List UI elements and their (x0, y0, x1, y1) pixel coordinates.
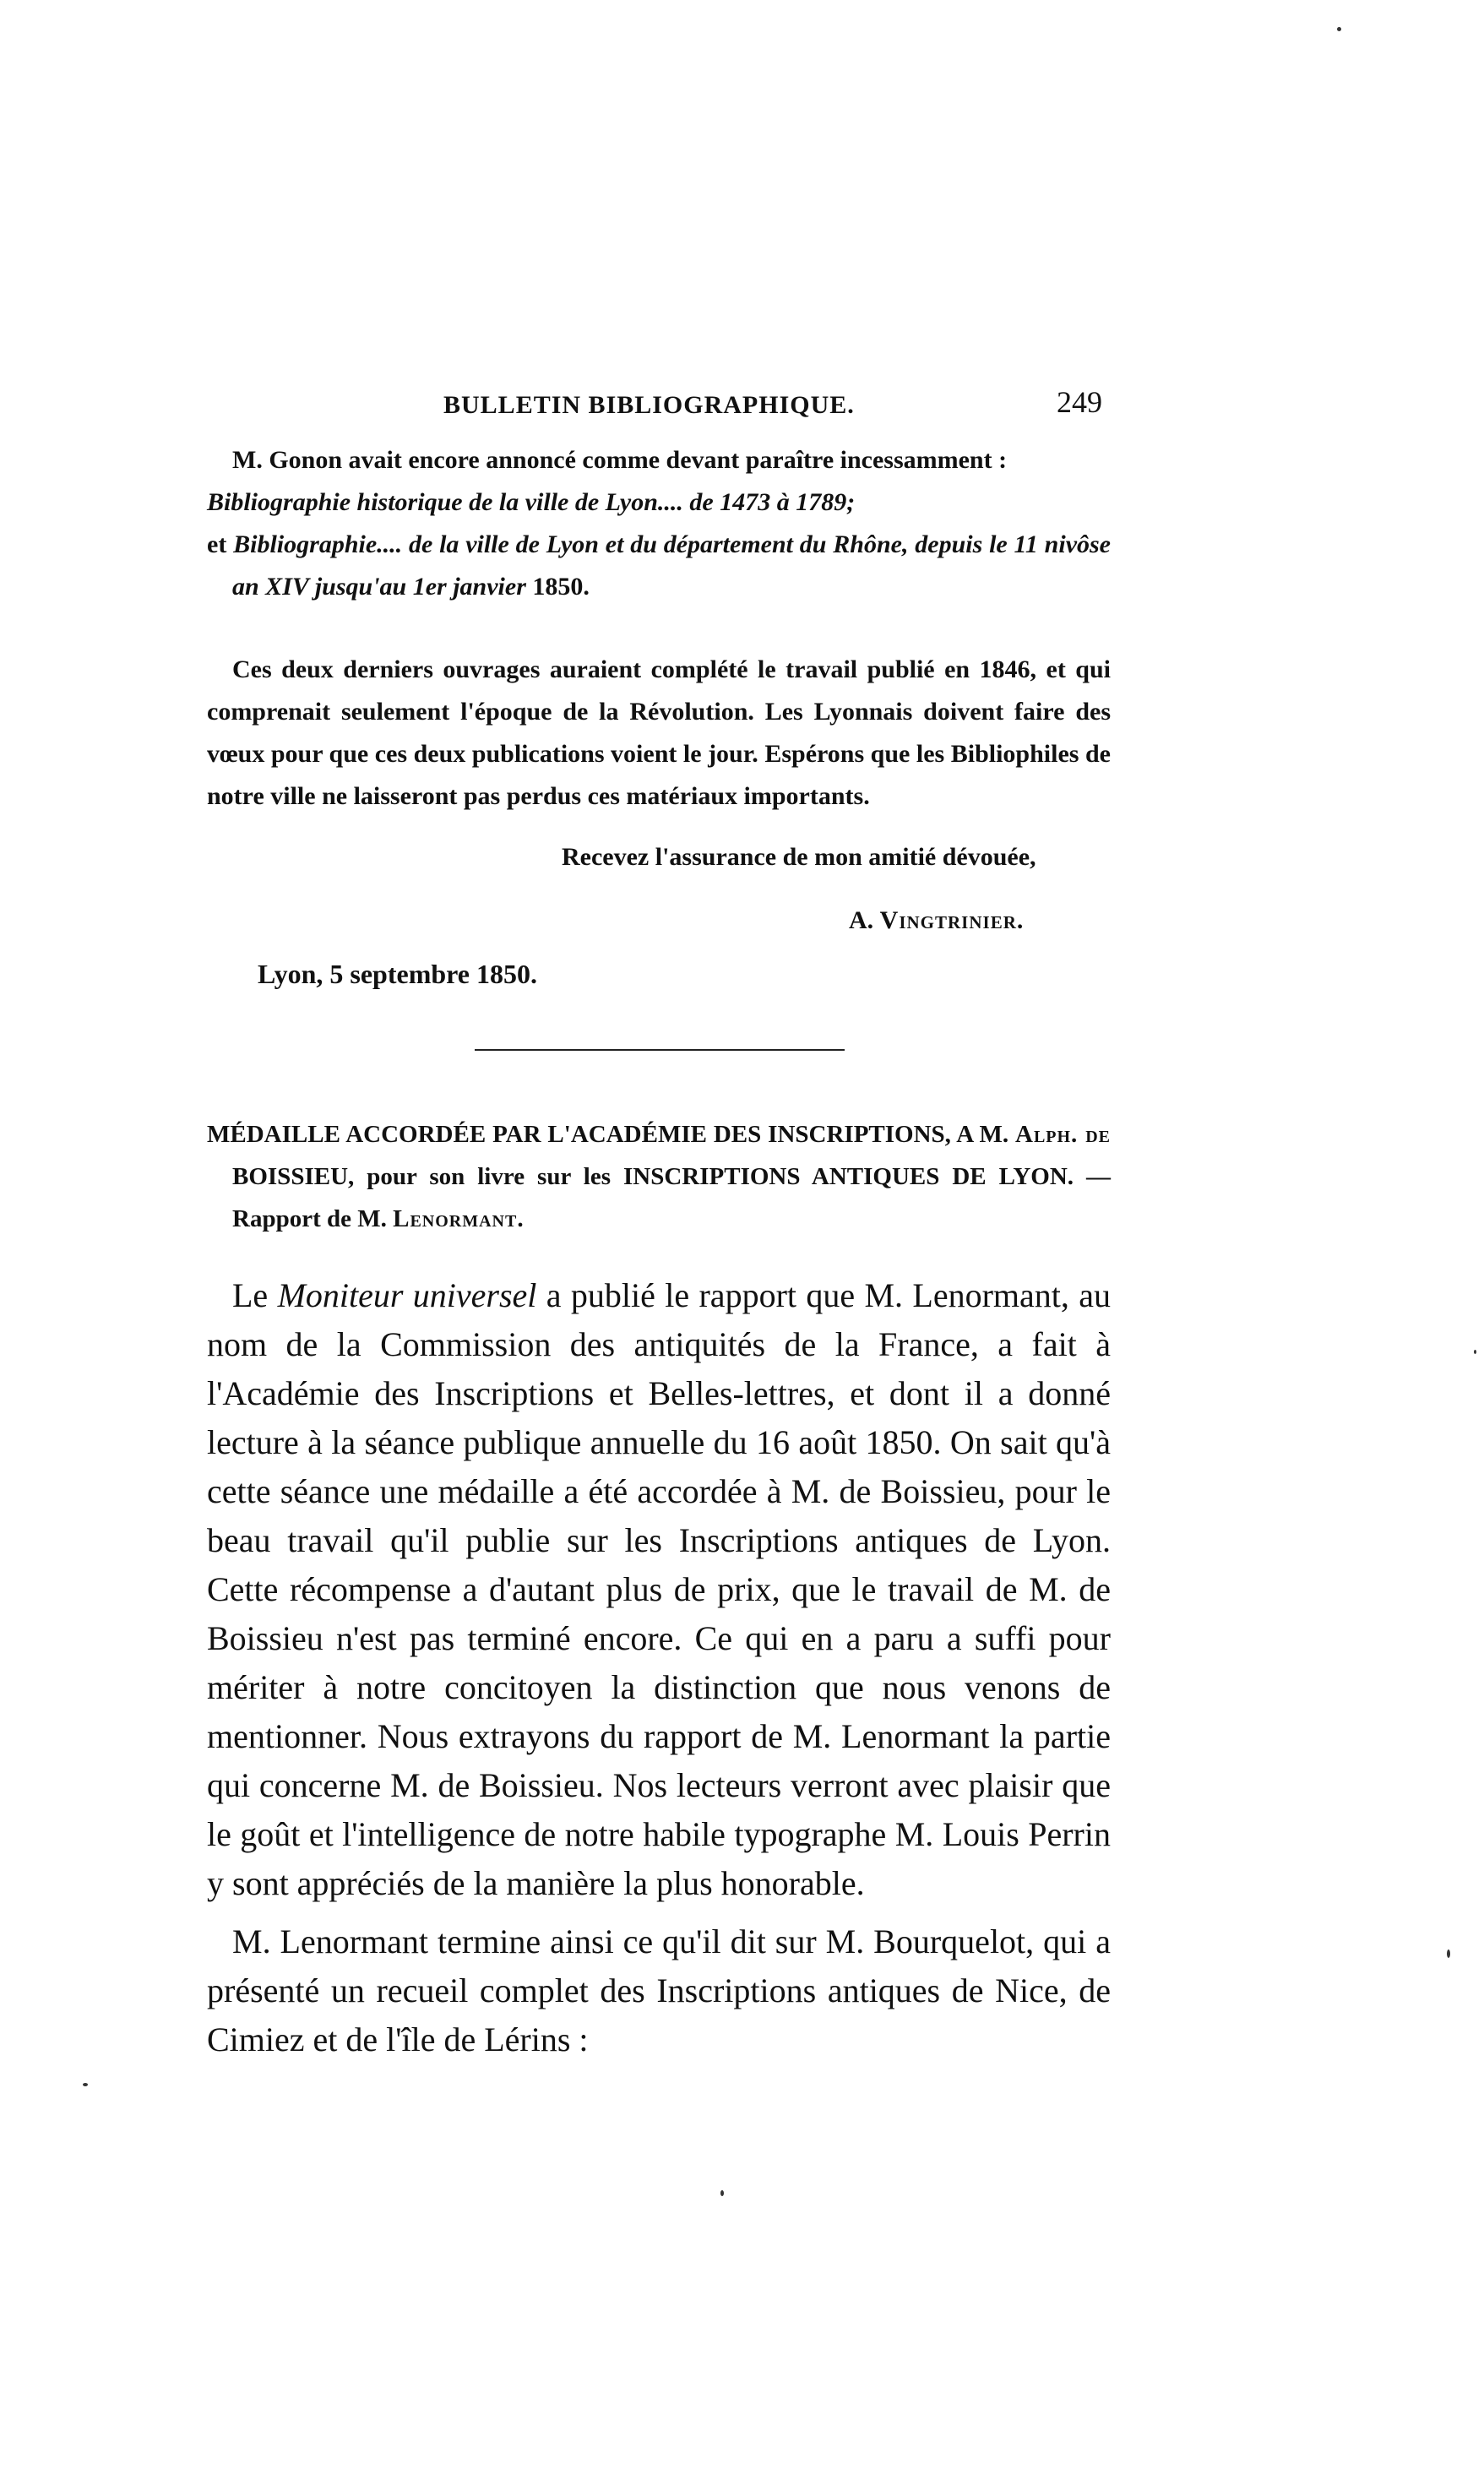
gonon-title: Bibliographie historique de la ville de Lyon.... de 1473 à 1789; (207, 488, 856, 516)
dateline: Lyon, 5 septembre 1850. (258, 959, 537, 989)
report-journal: Moniteur universel (277, 1276, 537, 1314)
gonon-paragraph (207, 439, 1111, 524)
medal-heading-part2: BOISSIEU, pour son livre sur les INSCRIPTIONS ANTIQUES DE LYON. — Rapport de M. (232, 1163, 1111, 1232)
lenormant-paragraph (207, 1917, 1111, 2064)
page-header (207, 384, 1102, 435)
medal-heading-name: Alph. de (1015, 1121, 1111, 1148)
biblio-year: 1850. (532, 573, 590, 601)
running-title: BULLETIN BIBLIOGRAPHIQUE. (443, 391, 855, 419)
lenormant-text: M. Lenormant termine ainsi ce qu'il dit sur M. Bourquelot, qui a présenté un recueil complet des Inscriptions antiques de Nice, de Cimiez et de l'île de Lérins : (207, 1922, 1111, 2058)
biblio-title: Bibliographie.... de la ville de Lyon et du département du Rhône, depuis le 11 nivôse an XIV jusqu'au 1er janvier (232, 530, 1112, 601)
page-number: 249 (1057, 385, 1102, 419)
medal-heading-part1: MÉDAILLE ACCORDÉE PAR L'ACADÉMIE DES INSCRIPTIONS, A M. (207, 1121, 1009, 1148)
section-divider (475, 1049, 845, 1051)
bibliographie-paragraph (207, 524, 1111, 608)
ouvrages-paragraph (207, 649, 1111, 818)
ink-speck (720, 2190, 724, 2196)
signature (849, 906, 1024, 935)
medal-heading-reporter: Lenormant. (393, 1205, 525, 1232)
closing-line: Recevez l'assurance de mon amitié dévouée, (562, 843, 1036, 871)
ink-speck (1337, 27, 1341, 31)
signature-initial: A. (849, 906, 874, 934)
ink-speck (1447, 1949, 1450, 1958)
biblio-prefix: et (207, 530, 227, 558)
ouvrages-text: Ces deux derniers ouvrages auraient complété le travail publié en 1846, et qui comprenait seulement l'époque de la Révolution. Les Lyonnais doivent faire des vœux pour que ces deux publications voient le jour. Espérons que les Bibliophiles de notre ville ne laisseront pas perdus ces matériaux importants. (207, 655, 1111, 810)
medal-heading (207, 1113, 1111, 1240)
report-lead: Le (232, 1276, 269, 1314)
report-paragraph (207, 1271, 1111, 1908)
gonon-line: M. Gonon avait encore annoncé comme devant paraître incessamment : (232, 446, 1008, 474)
ink-speck (1474, 1350, 1476, 1354)
report-body: a publié le rapport que M. Lenormant, au nom de la Commission des antiquités de la France, a fait à l'Académie des Inscriptions et Belles-lettres, et dont il a donné lecture à la séance publique annuelle du 16 août 1850. On sait qu'à cette séance une médaille a été accordée à M. de Boissieu, pour le beau travail qu'il publie sur les Inscriptions antiques de Lyon. Cette récompense a d'autant plus de prix, que le travail de M. de Boissieu n'est pas terminé encore. Ce qui en a paru a suffi pour mériter à notre concitoyen la distinction que nous venons de mentionner. Nous extrayons du rapport de M. Lenormant la partie qui concerne M. de Boissieu. Nos lecteurs verront avec plaisir que le goût et l'intelligence de notre habile typographe M. Louis Perrin y sont appréciés de la manière la plus honorable. (207, 1276, 1112, 1902)
signature-name: Vingtrinier. (879, 906, 1025, 934)
ink-speck (83, 2083, 88, 2086)
